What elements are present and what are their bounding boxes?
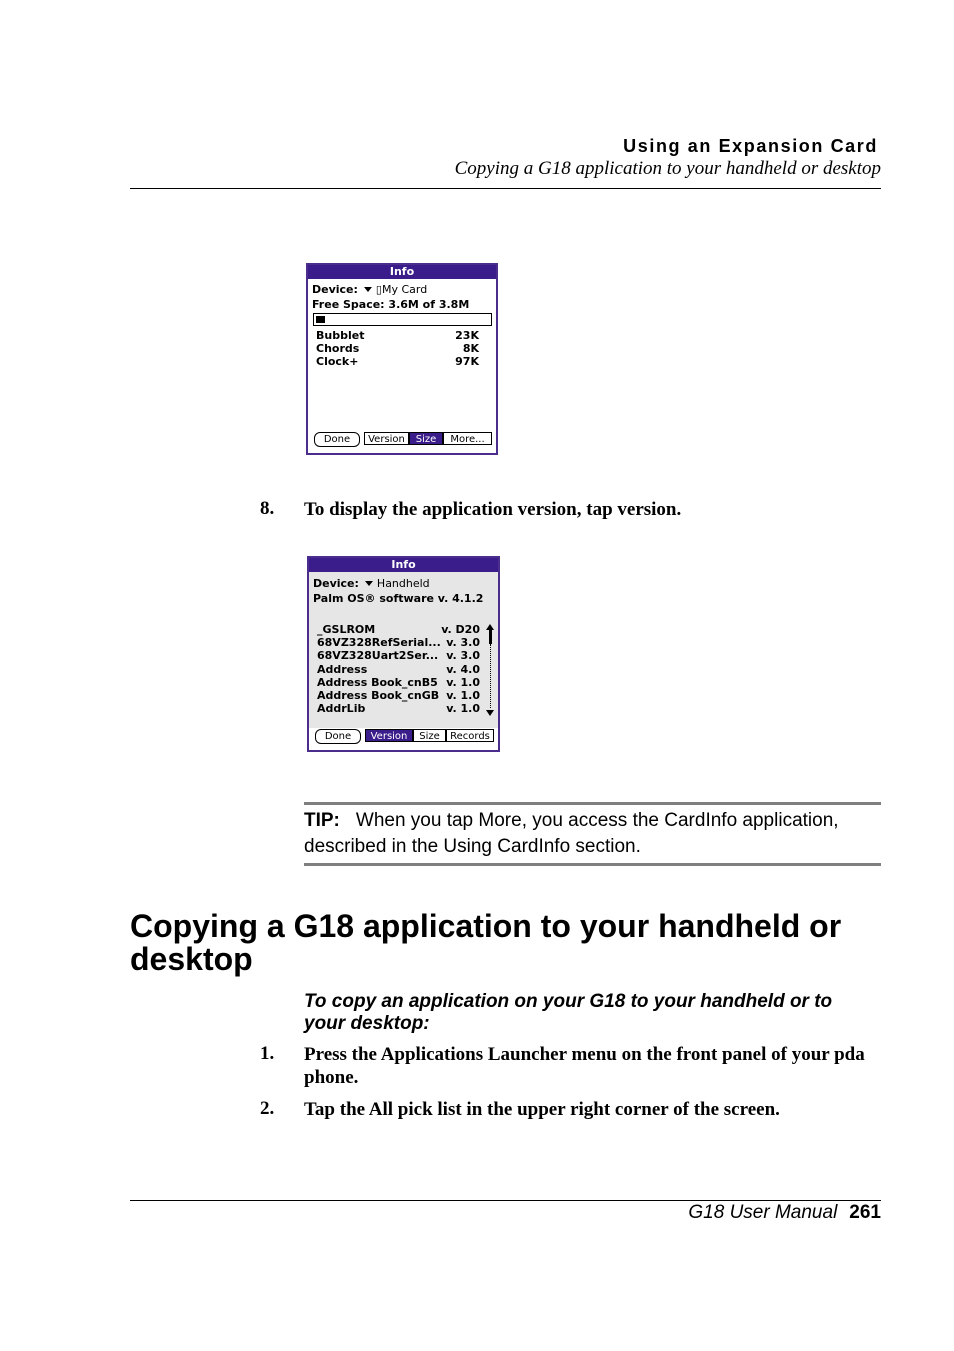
dropdown-arrow-icon (364, 287, 372, 292)
page-number: 261 (849, 1202, 881, 1223)
scroll-track[interactable] (490, 644, 492, 708)
list-item-name: Bubblet (316, 329, 365, 342)
list-item-version: v. 1.0 (446, 676, 480, 689)
tip-label: TIP: (304, 810, 340, 831)
list-item-name: Address (317, 663, 368, 676)
device-label: Device: (313, 577, 359, 590)
list-item-version: v. 4.0 (446, 663, 480, 676)
device-row (312, 283, 427, 296)
step-text: Press the Applications Launcher menu on the front panel of your pda phone. (304, 1044, 865, 1088)
running-header-subtitle: Copying a G18 application to your handheld or desktop (454, 158, 881, 179)
procedure-heading: To copy an application on your G18 to your handheld or to your desktop: (304, 991, 833, 1034)
list-item-name: Chords (316, 342, 360, 355)
free-space-bar (313, 313, 492, 326)
header-rule (130, 188, 881, 189)
device-value: My Card (381, 283, 428, 296)
list-item-name: Clock+ (316, 355, 359, 368)
records-tab[interactable]: Records (446, 729, 494, 742)
size-tab[interactable]: Size (413, 729, 446, 742)
list-item-name: _GSLROM (317, 623, 376, 636)
free-space-bar-fill (316, 316, 325, 323)
list-item-version: v. 3.0 (446, 636, 480, 649)
step-text: To display the application version, tap version. (304, 499, 682, 520)
list-item-size: 97K (455, 355, 479, 368)
list-item-name: AddrLib (317, 702, 366, 715)
done-button[interactable]: Done (314, 432, 360, 447)
step-number: 1. (260, 1043, 275, 1064)
device-row (313, 577, 430, 590)
list-item-name: Address Book_cnGB (317, 689, 440, 702)
step-text: Tap the All pick list in the upper right corner of the screen. (304, 1099, 780, 1120)
tip-box (304, 808, 881, 860)
list-item-version: v. 1.0 (446, 689, 480, 702)
free-space-label: Free Space: 3.6M of 3.8M (312, 298, 470, 311)
tip-text: When you tap More, you access the CardInfo application, described in the Using CardInfo section. (304, 810, 839, 857)
size-tab[interactable]: Size (409, 432, 443, 445)
done-button[interactable]: Done (315, 729, 361, 744)
device-label: Device: (312, 283, 358, 296)
list-item-version: v. 3.0 (446, 649, 480, 662)
tip-bottom-rule (304, 863, 881, 866)
list-item-name: 68VZ328RefSerial... (317, 636, 441, 649)
step-number: 2. (260, 1098, 275, 1119)
version-tab[interactable]: Version (365, 729, 413, 742)
step-number: 8. (260, 498, 275, 519)
os-version-label: Palm OS® software v. 4.1.2 (313, 592, 484, 605)
dropdown-arrow-icon (365, 581, 373, 586)
manual-name: G18 User Manual (688, 1202, 838, 1223)
list-item-size: 23K (455, 329, 479, 342)
list-item-version: v. 1.0 (446, 702, 480, 715)
list-item-size: 8K (462, 342, 479, 355)
section-heading: Copying a G18 application to your handheld or desktop (130, 908, 842, 977)
list-item-version: v. D20 (441, 623, 480, 636)
device-value: Handheld (376, 577, 430, 590)
more-tab[interactable]: More... (443, 432, 492, 445)
running-header-title: Using an Expansion Card (623, 136, 878, 156)
screen-title: Info (308, 265, 496, 279)
footer-rule (130, 1200, 881, 1201)
palm-info-version-screenshot (307, 556, 500, 752)
version-tab[interactable]: Version (364, 432, 409, 445)
footer (688, 1202, 881, 1224)
scroll-thumb[interactable] (489, 630, 492, 644)
screen-title: Info (309, 558, 498, 572)
list-item-name: 68VZ328Uart2Ser... (317, 649, 439, 662)
palm-info-size-screenshot (306, 263, 498, 455)
card-icon: ▯ (375, 283, 382, 296)
scroll-down-arrow-icon[interactable] (486, 710, 494, 716)
scrollbar[interactable] (486, 624, 495, 716)
tip-top-rule (304, 802, 881, 805)
list-item-name: Address Book_cnB5 (317, 676, 438, 689)
